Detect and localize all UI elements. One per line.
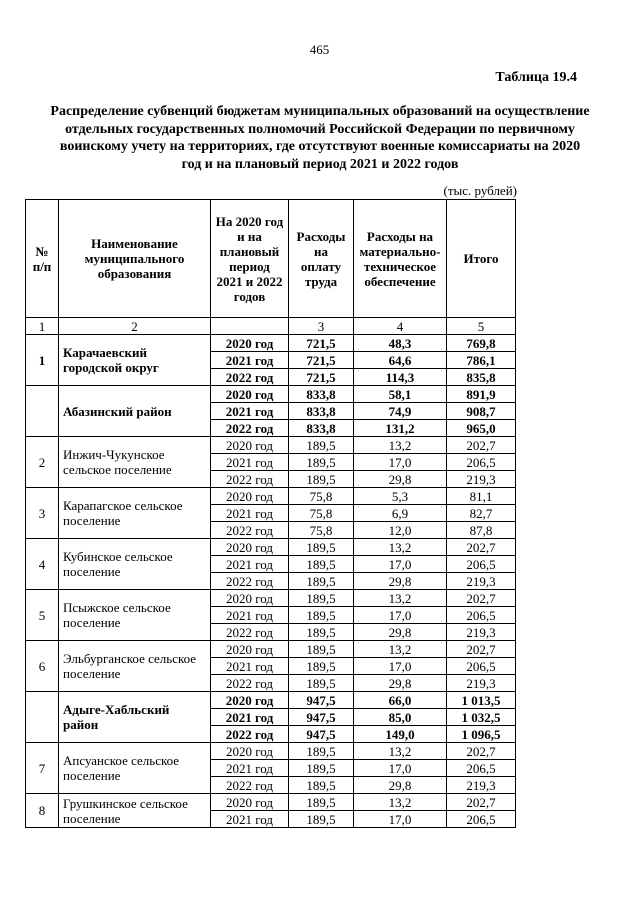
labor-cost-cell: 189,5 [289, 794, 354, 811]
total-cell: 219,3 [447, 471, 516, 488]
year-cell: 2020 год [211, 641, 289, 658]
page-number: 465 [309, 42, 330, 57]
labor-cost-cell: 75,8 [289, 488, 354, 505]
total-cell: 202,7 [447, 743, 516, 760]
total-cell: 219,3 [447, 573, 516, 590]
material-cost-cell: 17,0 [354, 811, 447, 828]
material-cost-cell: 6,9 [354, 505, 447, 522]
col-header-total: Итого [447, 200, 516, 318]
row-number [26, 692, 59, 743]
material-cost-cell: 29,8 [354, 471, 447, 488]
labor-cost-cell: 721,5 [289, 369, 354, 386]
col-header-labor: Расходы на оплату труда [289, 200, 354, 318]
total-cell: 206,5 [447, 556, 516, 573]
material-cost-cell: 149,0 [354, 726, 447, 743]
labor-cost-cell: 189,5 [289, 539, 354, 556]
labor-cost-cell: 189,5 [289, 471, 354, 488]
year-cell: 2022 год [211, 573, 289, 590]
col-number [211, 318, 289, 335]
labor-cost-cell: 189,5 [289, 811, 354, 828]
year-cell: 2022 год [211, 522, 289, 539]
material-cost-cell: 13,2 [354, 539, 447, 556]
total-cell: 908,7 [447, 403, 516, 420]
year-cell: 2021 год [211, 811, 289, 828]
year-cell: 2020 год [211, 437, 289, 454]
total-cell: 1 032,5 [447, 709, 516, 726]
labor-cost-cell: 833,8 [289, 403, 354, 420]
labor-cost-cell: 189,5 [289, 658, 354, 675]
material-cost-cell: 74,9 [354, 403, 447, 420]
year-cell: 2020 год [211, 539, 289, 556]
year-cell: 2020 год [211, 488, 289, 505]
total-cell: 202,7 [447, 794, 516, 811]
material-cost-cell: 64,6 [354, 352, 447, 369]
year-cell: 2020 год [211, 743, 289, 760]
year-cell: 2021 год [211, 658, 289, 675]
labor-cost-cell: 947,5 [289, 726, 354, 743]
labor-cost-cell: 75,8 [289, 505, 354, 522]
labor-cost-cell: 721,5 [289, 335, 354, 352]
year-cell: 2022 год [211, 777, 289, 794]
total-cell: 835,8 [447, 369, 516, 386]
material-cost-cell: 29,8 [354, 675, 447, 692]
table-row [26, 590, 516, 607]
total-cell: 81,1 [447, 488, 516, 505]
table-row [26, 794, 516, 811]
labor-cost-cell: 189,5 [289, 641, 354, 658]
material-cost-cell: 13,2 [354, 641, 447, 658]
labor-cost-cell: 189,5 [289, 607, 354, 624]
year-cell: 2021 год [211, 403, 289, 420]
labor-cost-cell: 189,5 [289, 590, 354, 607]
material-cost-cell: 66,0 [354, 692, 447, 709]
total-cell: 87,8 [447, 522, 516, 539]
labor-cost-cell: 189,5 [289, 760, 354, 777]
total-cell: 206,5 [447, 607, 516, 624]
labor-cost-cell: 947,5 [289, 709, 354, 726]
col-header-period: На 2020 год и на плановый период 2021 и 2022 годов [211, 200, 289, 318]
material-cost-cell: 17,0 [354, 658, 447, 675]
municipality-name: Эльбурганское сельское поселение [59, 641, 211, 692]
year-cell: 2022 год [211, 726, 289, 743]
row-number: 4 [26, 539, 59, 590]
col-header-number: № п/п [26, 200, 59, 318]
year-cell: 2021 год [211, 556, 289, 573]
row-number [26, 386, 59, 437]
row-number: 1 [26, 335, 59, 386]
table-row [26, 335, 516, 352]
municipality-name: Карапагское сельское поселение [59, 488, 211, 539]
labor-cost-cell: 189,5 [289, 437, 354, 454]
year-cell: 2020 год [211, 590, 289, 607]
total-cell: 202,7 [447, 539, 516, 556]
labor-cost-cell: 189,5 [289, 777, 354, 794]
material-cost-cell: 85,0 [354, 709, 447, 726]
municipality-name: Псыжское сельское поселение [59, 590, 211, 641]
municipality-name: Адыге-Хабльский район [59, 692, 211, 743]
table-row [26, 641, 516, 658]
municipality-name: Абазинский район [59, 386, 211, 437]
total-cell: 206,5 [447, 760, 516, 777]
col-number: 5 [447, 318, 516, 335]
col-number: 2 [59, 318, 211, 335]
labor-cost-cell: 189,5 [289, 454, 354, 471]
row-number: 6 [26, 641, 59, 692]
year-cell: 2021 год [211, 454, 289, 471]
material-cost-cell: 5,3 [354, 488, 447, 505]
table-row [26, 539, 516, 556]
total-cell: 786,1 [447, 352, 516, 369]
labor-cost-cell: 189,5 [289, 743, 354, 760]
table-row [26, 386, 516, 403]
total-cell: 202,7 [447, 641, 516, 658]
subvention-table [25, 199, 516, 828]
year-cell: 2021 год [211, 352, 289, 369]
column-number-row [26, 318, 516, 335]
material-cost-cell: 13,2 [354, 794, 447, 811]
col-header-name: Наименование муниципального образования [59, 200, 211, 318]
total-cell: 1 013,5 [447, 692, 516, 709]
table-row [26, 692, 516, 709]
labor-cost-cell: 189,5 [289, 573, 354, 590]
col-number: 3 [289, 318, 354, 335]
material-cost-cell: 17,0 [354, 454, 447, 471]
row-number: 5 [26, 590, 59, 641]
material-cost-cell: 12,0 [354, 522, 447, 539]
total-cell: 206,5 [447, 811, 516, 828]
year-cell: 2020 год [211, 692, 289, 709]
total-cell: 891,9 [447, 386, 516, 403]
municipality-name: Грушкинское сельское поселение [59, 794, 211, 828]
table-row [26, 743, 516, 760]
total-cell: 965,0 [447, 420, 516, 437]
labor-cost-cell: 947,5 [289, 692, 354, 709]
table-header-row [26, 200, 516, 318]
year-cell: 2022 год [211, 471, 289, 488]
material-cost-cell: 17,0 [354, 607, 447, 624]
row-number: 3 [26, 488, 59, 539]
year-cell: 2022 год [211, 420, 289, 437]
labor-cost-cell: 189,5 [289, 624, 354, 641]
municipality-name: Инжич-Чукунское сельское поселение [59, 437, 211, 488]
year-cell: 2020 год [211, 386, 289, 403]
total-cell: 202,7 [447, 590, 516, 607]
total-cell: 219,3 [447, 675, 516, 692]
total-cell: 1 096,5 [447, 726, 516, 743]
col-header-material: Расходы на материально-техническое обеспечение [354, 200, 447, 318]
year-cell: 2021 год [211, 505, 289, 522]
total-cell: 82,7 [447, 505, 516, 522]
units-label: (тыс. рублей) [443, 183, 517, 198]
col-number: 4 [354, 318, 447, 335]
material-cost-cell: 13,2 [354, 437, 447, 454]
total-cell: 769,8 [447, 335, 516, 352]
year-cell: 2021 год [211, 760, 289, 777]
municipality-name: Карачаевский городской округ [59, 335, 211, 386]
municipality-name: Кубинское сельское поселение [59, 539, 211, 590]
labor-cost-cell: 189,5 [289, 556, 354, 573]
material-cost-cell: 29,8 [354, 777, 447, 794]
material-cost-cell: 29,8 [354, 573, 447, 590]
material-cost-cell: 13,2 [354, 743, 447, 760]
total-cell: 206,5 [447, 454, 516, 471]
municipality-name: Апсуанское сельское поселение [59, 743, 211, 794]
total-cell: 202,7 [447, 437, 516, 454]
material-cost-cell: 131,2 [354, 420, 447, 437]
document-title: Распределение субвенций бюджетам муниципальных образований на осуществление отдельных государственных полномочий Российской Федерации по первичному воинскому учету на территориях, где отсутствуют военные комиссариаты на 2020 год и на плановый период 2021 и 2022 годов [50, 104, 590, 172]
labor-cost-cell: 833,8 [289, 420, 354, 437]
table-row [26, 488, 516, 505]
year-cell: 2022 год [211, 369, 289, 386]
total-cell: 219,3 [447, 624, 516, 641]
labor-cost-cell: 75,8 [289, 522, 354, 539]
year-cell: 2020 год [211, 335, 289, 352]
row-number: 8 [26, 794, 59, 828]
material-cost-cell: 29,8 [354, 624, 447, 641]
material-cost-cell: 13,2 [354, 590, 447, 607]
year-cell: 2022 год [211, 624, 289, 641]
labor-cost-cell: 833,8 [289, 386, 354, 403]
material-cost-cell: 17,0 [354, 760, 447, 777]
material-cost-cell: 58,1 [354, 386, 447, 403]
total-cell: 219,3 [447, 777, 516, 794]
row-number: 7 [26, 743, 59, 794]
year-cell: 2021 год [211, 709, 289, 726]
row-number: 2 [26, 437, 59, 488]
total-cell: 206,5 [447, 658, 516, 675]
year-cell: 2022 год [211, 675, 289, 692]
material-cost-cell: 114,3 [354, 369, 447, 386]
year-cell: 2020 год [211, 794, 289, 811]
material-cost-cell: 17,0 [354, 556, 447, 573]
labor-cost-cell: 189,5 [289, 675, 354, 692]
material-cost-cell: 48,3 [354, 335, 447, 352]
labor-cost-cell: 721,5 [289, 352, 354, 369]
col-number: 1 [26, 318, 59, 335]
table-label: Таблица 19.4 [495, 70, 577, 85]
table-row [26, 437, 516, 454]
year-cell: 2021 год [211, 607, 289, 624]
